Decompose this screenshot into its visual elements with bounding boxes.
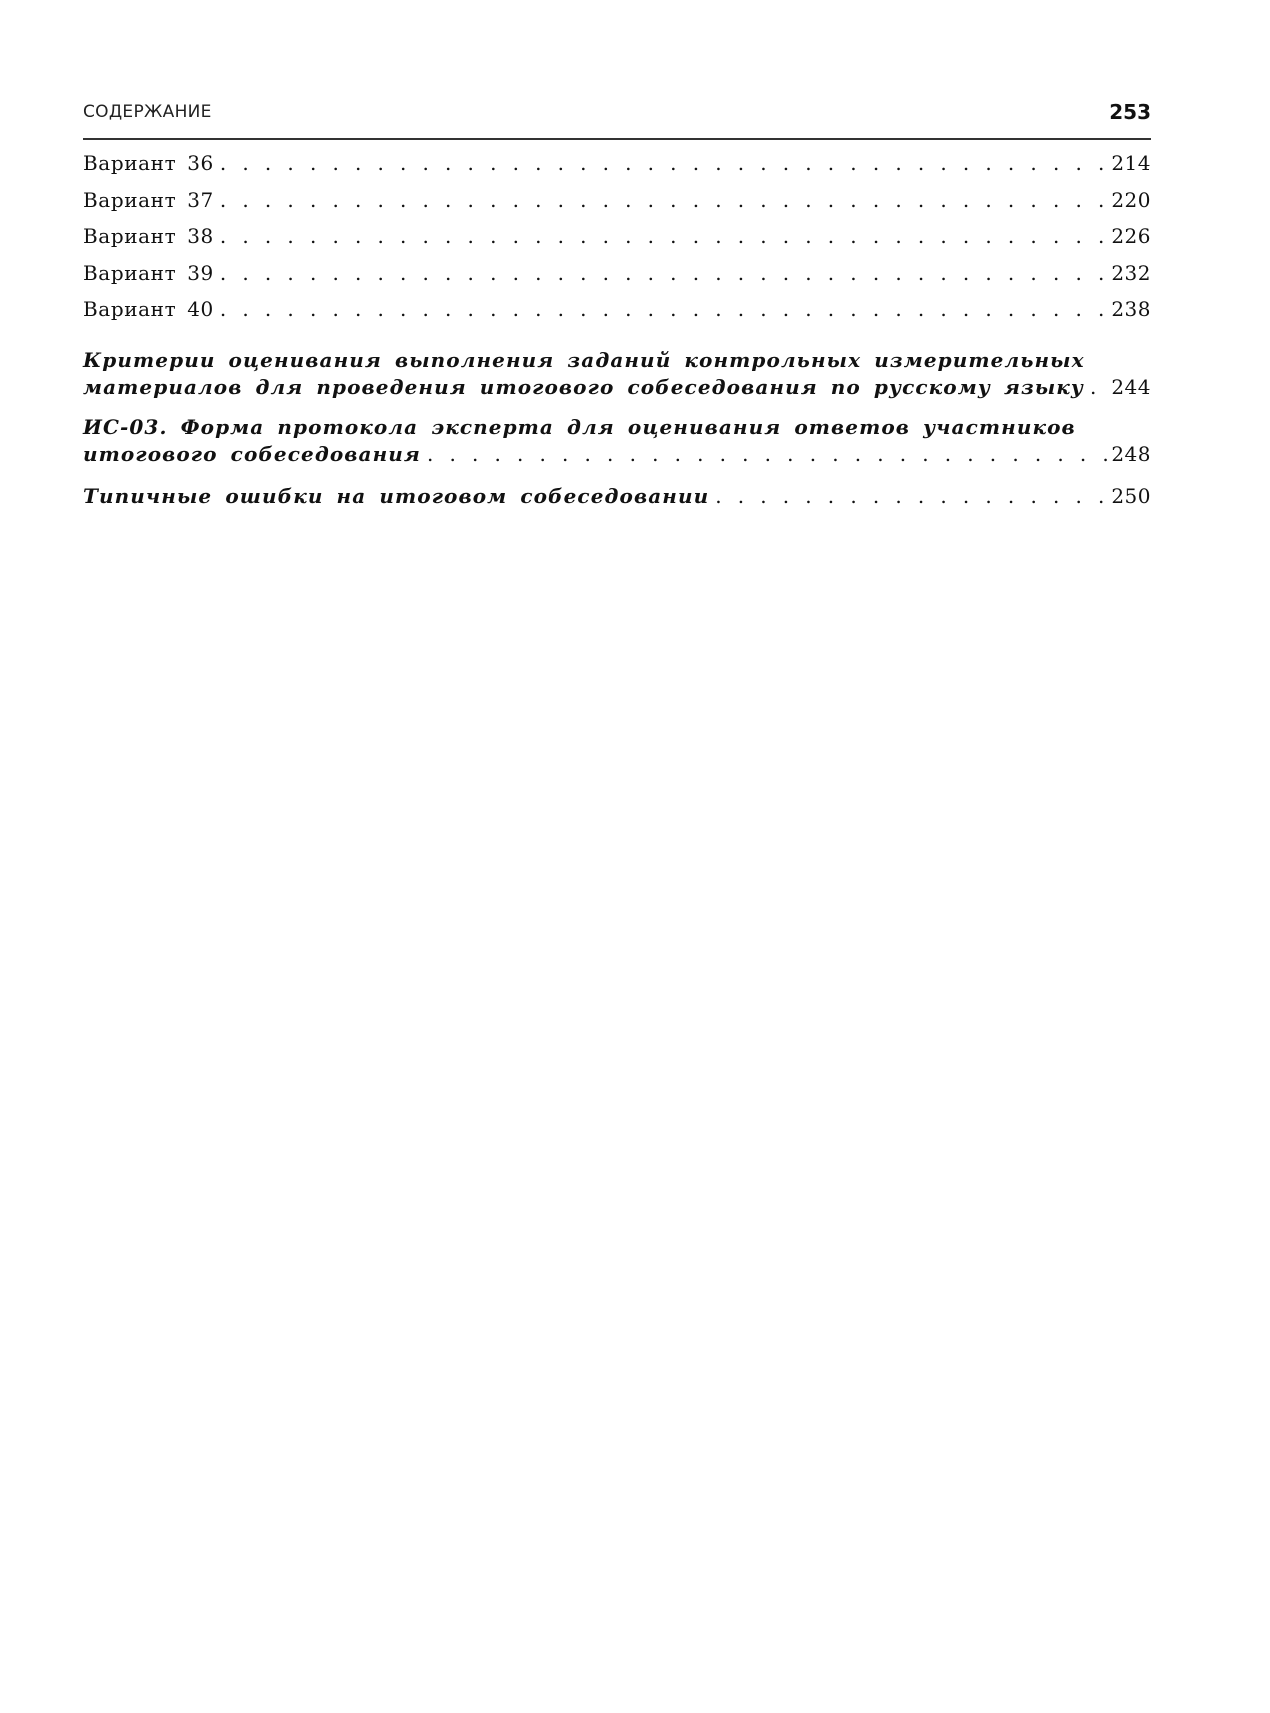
dot-leader (1090, 374, 1107, 400)
toc-entry-variant-39[interactable] (83, 260, 1151, 297)
toc-entry-page: 232 (1111, 260, 1151, 285)
toc-entry-title-line2: итогового собеседования (83, 441, 421, 466)
toc-entry-variant-37[interactable] (83, 187, 1151, 224)
toc-entry-variant-38[interactable] (83, 223, 1151, 260)
toc-entry-title-line1: ИС-03. Форма протокола эксперта для оценивания ответов участников (83, 414, 1076, 439)
table-of-contents (83, 150, 1151, 509)
toc-entry-title: Вариант 37 (83, 187, 214, 212)
toc-entry-page: 214 (1111, 151, 1151, 175)
dot-leader (715, 483, 1107, 509)
dot-leader (220, 223, 1107, 249)
toc-entry-title: Вариант 40 (83, 297, 214, 321)
dot-leader (220, 187, 1107, 213)
toc-entry-assessment-criteria[interactable] (83, 347, 1151, 400)
toc-entry-page: 244 (1111, 374, 1151, 399)
dot-leader (220, 296, 1107, 322)
page-number: 253 (1109, 100, 1151, 124)
toc-entry-title: Вариант 39 (83, 260, 214, 285)
toc-entry-typical-errors[interactable] (83, 483, 1151, 509)
running-head (83, 102, 1151, 140)
dot-leader (427, 441, 1107, 467)
toc-entry-variant-36[interactable] (83, 150, 1151, 187)
toc-entry-page: 250 (1111, 483, 1151, 508)
toc-entry-page: 226 (1111, 224, 1151, 248)
toc-entry-expert-protocol-form[interactable] (83, 414, 1151, 467)
dot-leader (220, 150, 1107, 176)
toc-entry-page: 248 (1111, 441, 1151, 466)
toc-entry-title: Вариант 38 (83, 224, 214, 248)
toc-entry-title-line1: Критерии оценивания выполнения заданий контрольных измерительных (83, 347, 1085, 372)
toc-entry-variant-40[interactable] (83, 296, 1151, 333)
toc-entry-page: 238 (1111, 297, 1151, 321)
toc-entry-title-line2: материалов для проведения итогового собеседования по русскому языку (83, 374, 1084, 399)
dot-leader (220, 260, 1107, 286)
toc-entry-title: Вариант 36 (83, 151, 214, 175)
section-title: СОДЕРЖАНИЕ (83, 102, 212, 122)
toc-entry-page: 220 (1111, 187, 1151, 212)
toc-entry-title: Типичные ошибки на итоговом собеседовании (83, 483, 710, 508)
